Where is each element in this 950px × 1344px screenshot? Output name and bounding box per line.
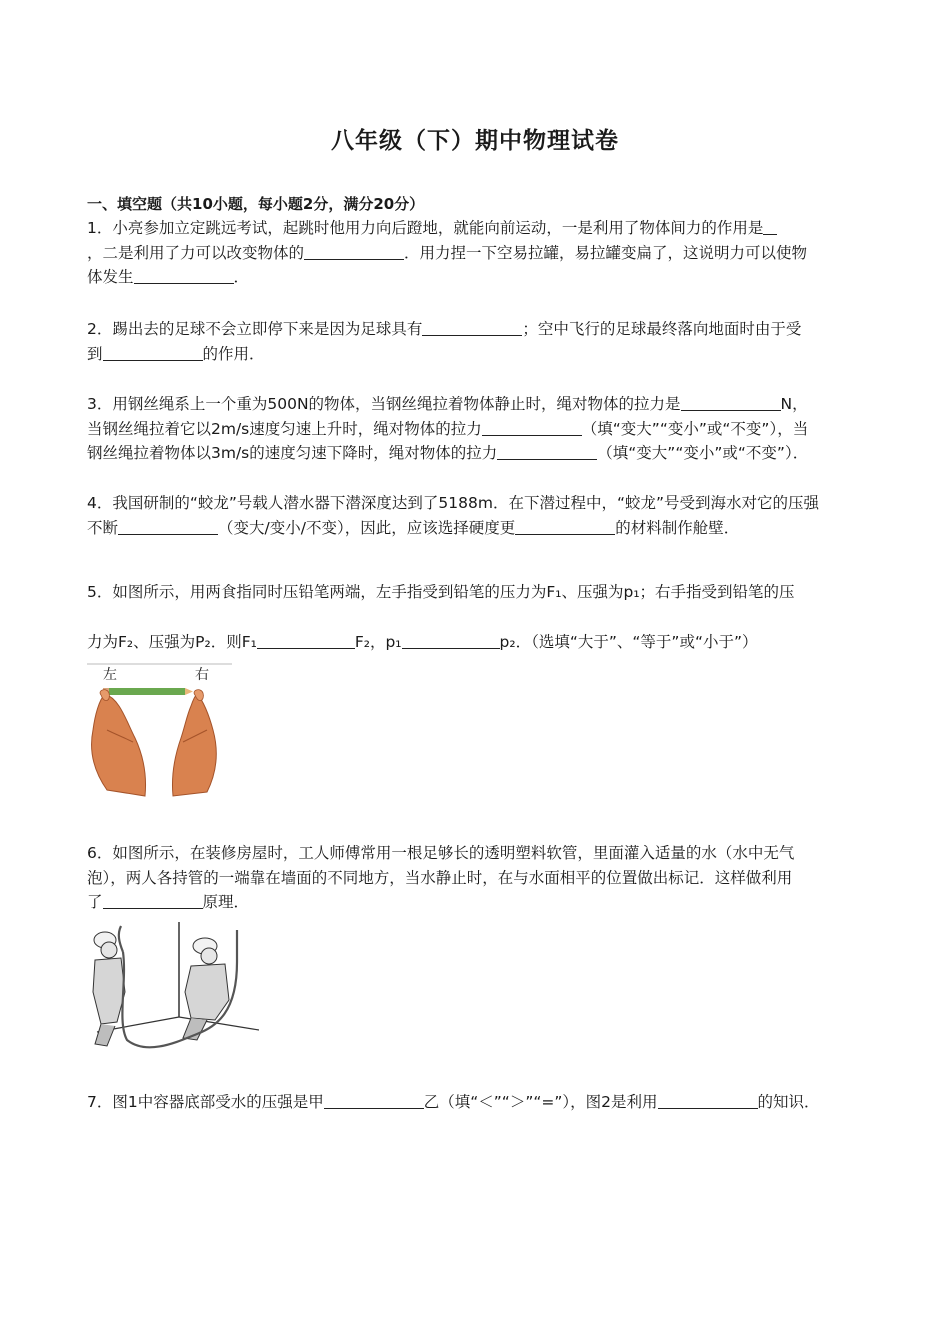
q3-line3-part2: （填“变大”“变小”或“不变”）． — [597, 444, 809, 462]
left-worker-body — [93, 958, 125, 1024]
question-2 — [87, 317, 865, 366]
answer-blank[interactable] — [422, 319, 522, 336]
section-heading: 一、填空题（共10小题，每小题2分，满分20分） — [87, 195, 425, 213]
page-title: 八年级（下）期中物理试卷 — [331, 128, 619, 154]
q3-line2-part1: 当钢丝绳拉着它以2m/s速度匀速上升时，绳对物体的拉力 — [87, 419, 482, 438]
q2-line2-part2: 的作用． — [202, 344, 265, 363]
question-4 — [87, 491, 865, 540]
q5-line1: 5．如图所示，用两食指同时压铅笔两端，左手指受到铅笔的压力为F₁、压强为p₁；右手指受到铅笔的压 — [87, 583, 795, 601]
answer-blank[interactable] — [763, 218, 777, 235]
q3-line1-part1: 3．用钢丝绳系上一个重为500N的物体，当钢丝绳拉着物体静止时，绳对物体的拉力是 — [87, 395, 681, 413]
answer-blank[interactable] — [482, 419, 582, 436]
q3-line2-part2: （填“变大”“变小”或“不变”），当 — [581, 419, 809, 438]
q7-line1-part2: 乙（填“＜”“＞”“=”），图2是利用 — [423, 1093, 658, 1111]
question-5-line2 — [87, 630, 865, 655]
left-worker-head — [101, 942, 117, 958]
water-tube-end — [119, 926, 123, 952]
q1-line2-part1: ，二是利用了力可以改变物体的 — [87, 243, 305, 262]
right-worker-head — [201, 948, 217, 964]
right-worker-leg — [183, 1018, 207, 1040]
answer-blank[interactable] — [304, 243, 404, 260]
q7-line1-part1: 7．图1中容器底部受水的压强是甲 — [87, 1093, 324, 1111]
answer-blank[interactable] — [402, 632, 500, 649]
q4-line1: 4．我国研制的“蛟龙”号载人潜水器下潜深度达到了5188m．在下潜过程中，“蛟龙”号受到海水对它的压强 — [87, 494, 820, 512]
label-left: 左 — [103, 667, 117, 683]
q4-line2-part2: （变大/变小/不变），因此，应该选择硬度更 — [218, 518, 516, 537]
answer-blank[interactable] — [134, 267, 234, 284]
q2-line1-part1: 2．踢出去的足球不会立即停下来是因为足球具有 — [87, 320, 423, 338]
q4-line2-part1: 不断 — [87, 518, 119, 537]
q1-line1: 1．小亮参加立定跳远考试，起跳时他用力向后蹬地，就能向前运动，一是利用了物体间力的作用是 — [87, 219, 764, 237]
pencil-hands-illustration — [87, 660, 232, 802]
workers-tube-illustration — [87, 922, 259, 1052]
answer-blank[interactable] — [103, 344, 203, 361]
answer-blank[interactable] — [515, 518, 615, 535]
q6-line3-part1: 了 — [87, 893, 103, 911]
answer-blank[interactable] — [497, 443, 597, 460]
right-hand — [172, 694, 216, 796]
q1-line2-part2: ．用力捏一下空易拉罐，易拉罐变扁了，这说明力可以使物 — [404, 243, 808, 262]
question-6 — [87, 841, 865, 915]
q2-line1-part2: ；空中飞行的足球最终落向地面时由于受 — [522, 320, 802, 338]
q2-line2-part1: 到 — [87, 344, 103, 363]
q6-line2: 泡），两人各持管的一端靠在墙面的不同地方，当水静止时，在与水面相平的位置做出标记．这样做利用 — [87, 868, 793, 887]
q1-line3-part2: ． — [233, 268, 250, 286]
question-7 — [87, 1090, 865, 1115]
q5-line2-part2: F₂，p₁ — [354, 633, 402, 651]
q6-line3-part2: 原理． — [202, 893, 250, 911]
answer-blank[interactable] — [681, 394, 781, 411]
pencil-tip — [185, 688, 193, 695]
answer-blank[interactable] — [257, 632, 355, 649]
left-worker-leg — [95, 1024, 115, 1046]
q3-line1-part2: N， — [780, 395, 808, 413]
answer-blank[interactable] — [103, 892, 203, 909]
answer-blank[interactable] — [118, 518, 218, 535]
q6-line1: 6．如图所示，在装修房屋时，工人师傅常用一根足够长的透明塑料软管，里面灌入适量的水（水中无气 — [87, 844, 795, 862]
q1-line3-part1: 体发生 — [87, 268, 134, 286]
label-right: 右 — [195, 667, 209, 683]
question-1 — [87, 216, 865, 290]
q4-line2-part3: 的材料制作舱壁． — [615, 518, 740, 537]
q3-line3-part1: 钢丝绳拉着物体以3m/s的速度匀速下降时，绳对物体的拉力 — [87, 444, 498, 462]
q5-line2-part1: 力为F₂、压强为P₂．则F₁ — [87, 633, 257, 651]
answer-blank[interactable] — [324, 1092, 424, 1109]
question-3 — [87, 392, 865, 466]
right-worker-body — [185, 964, 229, 1020]
answer-blank[interactable] — [658, 1092, 758, 1109]
workers-tube-figure — [87, 922, 259, 1052]
q7-line1-part3: 的知识． — [757, 1093, 820, 1111]
pencil-hands-figure — [87, 660, 232, 802]
q5-line2-part3: p₂．（选填“大于”、“等于”或“小于”） — [499, 633, 758, 651]
pencil-body — [109, 688, 185, 695]
question-5 — [87, 580, 865, 605]
left-hand — [92, 694, 146, 796]
